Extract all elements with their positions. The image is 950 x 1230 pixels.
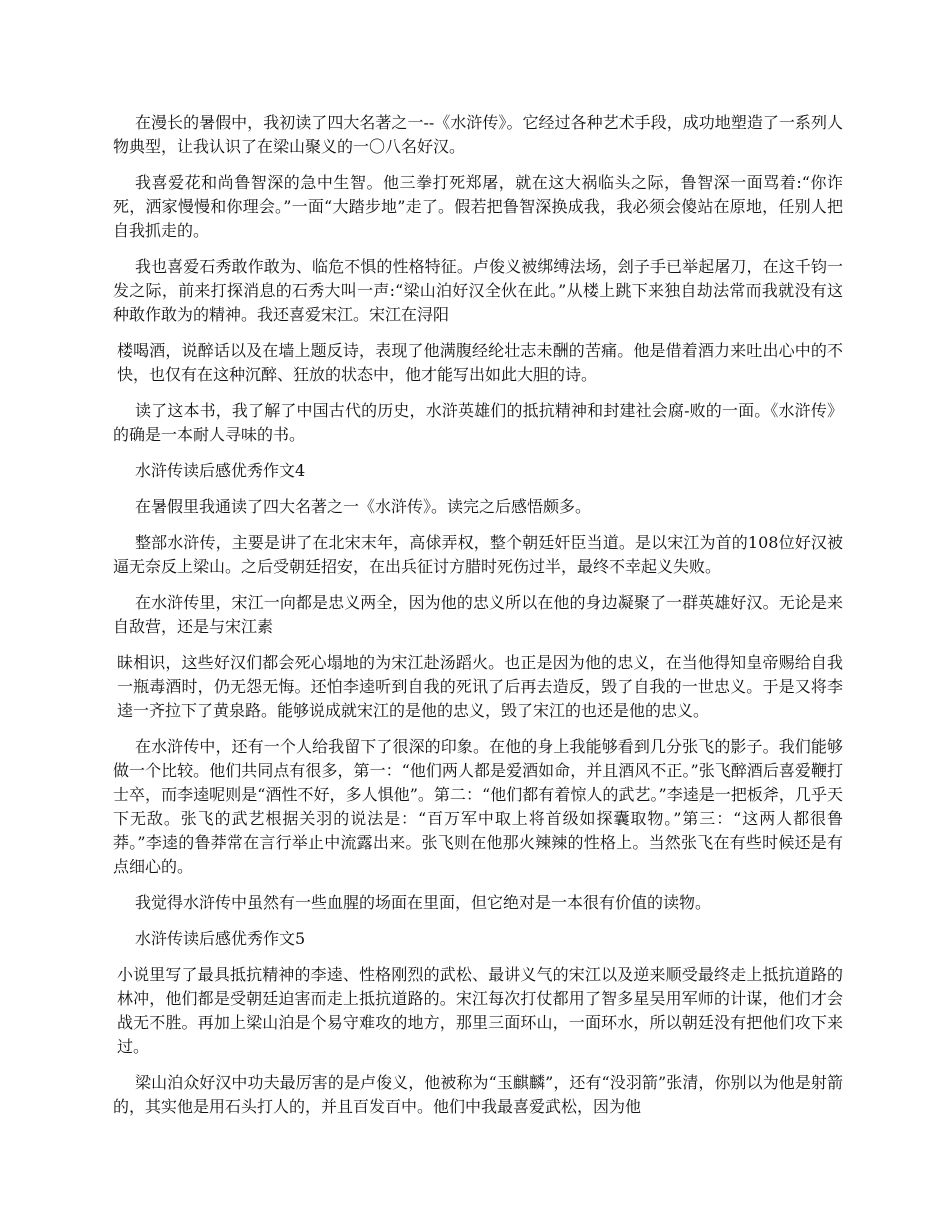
paragraph-lu-zhishen: 我喜爱花和尚鲁智深的急中生智。他三拳打死郑屠，就在这大祸临头之际，鲁智深一面骂着:“你诈死，洒家慢慢和你理会。”一面“大踏步地”走了。假若把鲁智深换成我，我必须会傻站在原地，任别人把自我抓走的。 [113, 173, 843, 240]
document-body [113, 111, 843, 1131]
section-heading-4: 水浒传读后感优秀作文4 [135, 461, 306, 480]
paragraph-li-kui-zhang-fei: 在水浒传中，还有一个人给我留下了很深的印象。在他的身上我能够看到几分张飞的影子。我们能够做一个比较。他们共同点有很多，第一：“他们两人都是爱酒如命，并且酒风不正。”张飞醉酒后喜爱鞭打士卒，而李逵呢则是“酒性不好，多人惧他”。第二：“他们都有着惊人的武艺。”李逵是一把板斧，几乎天下无敌。张飞的武艺根据关羽的说法是：“百万军中取上将首级如探囊取物。”第三：“这两人都很鲁莽。”李逵的鲁莽常在言行举止中流露出来。张飞则在他那火辣辣的性格上。当然张飞在有些时候还是有点细心的。 [113, 737, 843, 876]
paragraph-heroes: 小说里写了最具抵抗精神的李逵、性格刚烈的武松、最讲义气的宋江以及逆来顺受最终走上抵抗道路的林冲，他们都是受朝廷迫害而走上抵抗道路的。宋江每次打仗都用了智多星吴用军师的计谋，他们才会战无不胜。再加上梁山泊是个易守难攻的地方，那里三面环山，一面环水，所以朝廷没有把他们攻下来过。 [117, 965, 843, 1056]
paragraph-plot-summary: 整部水浒传，主要是讲了在北宋末年，高俅弄权，整个朝廷奸臣当道。是以宋江为首的108位好汉被逼无奈反上梁山。之后受朝廷招安，在出兵征讨方腊时死伤过半，最终不幸起义失败。 [113, 533, 843, 576]
paragraph-loyalty-continued: 昧相识，这些好汉们都会死心塌地的为宋江赴汤蹈火。也正是因为他的忠义，在当他得知皇帝赐给自我一瓶毒酒时，仍无怨无悔。还怕李逵听到自我的死讯了后再去造反，毁了自我的一世忠义。于是又将李逵一齐拉下了黄泉路。能够说成就宋江的是他的忠义，毁了宋江的也还是他的忠义。 [117, 653, 843, 720]
paragraph-shi-xiu: 我也喜爱石秀敢作敢为、临危不惧的性格特征。卢俊义被绑缚法场，刽子手已举起屠刀，在这千钧一发之际，前来打探消息的石秀大叫一声:“梁山泊好汉全伙在此。”从楼上跳下来独自劫法常而我就没有这种敢作敢为的精神。我还喜爱宋江。宋江在浔阳 [113, 257, 843, 324]
paragraph-song-jiang-poem: 楼喝酒，说醉话以及在墙上题反诗，表现了他满腹经纶壮志未酬的苦痛。他是借着酒力来吐出心中的不快，也仅有在这种沉醉、狂放的状态中，他才能写出如此大胆的诗。 [117, 341, 843, 384]
paragraph-summer-reading: 在暑假里我通读了四大名著之一《水浒传》。读完之后感悟颇多。 [135, 497, 592, 516]
paragraph-loyalty: 在水浒传里，宋江一向都是忠义两全，因为他的忠义所以在他的身边凝聚了一群英雄好汉。无论是来自敌营，还是与宋江素 [113, 593, 843, 636]
paragraph-lu-junyi: 梁山泊众好汉中功夫最厉害的是卢俊义，他被称为“玉麒麟”，还有“没羽箭”张清，你别以为他是射箭的，其实他是用石头打人的，并且百发百中。他们中我最喜爱武松，因为他 [113, 1073, 843, 1116]
paragraph-conclusion: 读了这本书，我了解了中国古代的历史，水浒英雄们的抵抗精神和封建社会腐-败的一面。《水浒传》的确是一本耐人寻味的书。 [113, 401, 843, 444]
section-heading-5: 水浒传读后感优秀作文5 [135, 929, 306, 948]
paragraph-value: 我觉得水浒传中虽然有一些血腥的场面在里面，但它绝对是一本很有价值的读物。 [135, 893, 712, 912]
paragraph-intro: 在漫长的暑假中，我初读了四大名著之一--《水浒传》。它经过各种艺术手段，成功地塑造了一系列人物典型，让我认识了在梁山聚义的一〇八名好汉。 [113, 113, 843, 156]
